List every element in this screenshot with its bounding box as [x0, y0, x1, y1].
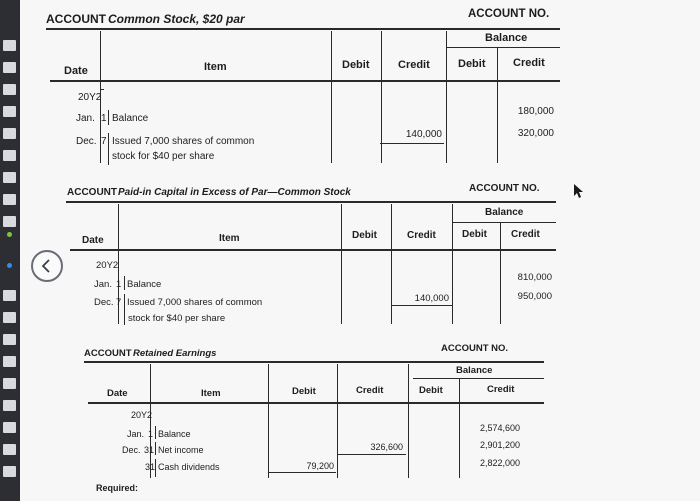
sidebar-thumb[interactable] — [3, 378, 16, 389]
col-divider — [391, 204, 392, 324]
row-credit: 140,000 — [405, 129, 442, 140]
column-header-rule — [70, 249, 556, 251]
sidebar-thumb[interactable] — [3, 84, 16, 95]
account-prefix: ACCOUNT — [46, 12, 106, 26]
col-date: Date — [107, 388, 128, 399]
account-name: Paid-in Capital in Excess of Par—Common Stock — [118, 187, 351, 198]
row-item: Balance — [127, 279, 162, 290]
row-month: Jan. — [76, 113, 95, 124]
row-item: Balance — [112, 113, 149, 124]
row-month: Jan. — [94, 279, 112, 290]
col-divider — [268, 364, 269, 478]
row-balance-credit: 2,822,000 — [479, 458, 520, 468]
row-day: 1 — [148, 429, 154, 439]
day-divider — [155, 442, 156, 455]
col-date: Date — [82, 235, 104, 246]
balance-rule — [452, 222, 556, 223]
header-rule — [66, 201, 556, 203]
amount-underline — [380, 143, 444, 144]
row-day: 31 — [145, 462, 156, 472]
balance-rule — [413, 378, 544, 379]
sidebar-thumb[interactable] — [3, 290, 16, 301]
account-no-label: ACCOUNT NO. — [469, 183, 540, 194]
col-balance-debit: Debit — [458, 58, 486, 70]
sidebar-thumb[interactable] — [3, 400, 16, 411]
row-month: Dec. — [122, 445, 141, 455]
back-button[interactable] — [31, 250, 63, 282]
row-balance-credit: 810,000 — [517, 272, 552, 283]
col-item: Item — [201, 388, 221, 399]
col-date: Date — [64, 65, 88, 77]
sidebar-thumb[interactable] — [3, 334, 16, 345]
row-balance-credit: 2,901,200 — [479, 440, 520, 450]
row-balance-credit: 320,000 — [517, 128, 554, 139]
blue-status-dot — [7, 263, 12, 268]
day-divider — [124, 294, 125, 325]
day-divider — [124, 276, 125, 290]
col-balance-credit: Credit — [487, 384, 515, 395]
col-balance-credit: Credit — [513, 57, 545, 69]
amount-underline — [268, 472, 336, 473]
col-item: Item — [219, 233, 240, 244]
col-balance-debit: Debit — [462, 229, 487, 240]
sidebar-thumb[interactable] — [3, 150, 16, 161]
col-credit: Credit — [398, 59, 430, 71]
account-prefix: ACCOUNT — [84, 348, 132, 359]
row-item-cont: stock for $40 per share — [112, 151, 215, 162]
row-item: Net income — [158, 445, 204, 455]
header-rule — [84, 361, 544, 363]
sidebar-strip — [0, 0, 20, 501]
row-balance-credit: 2,574,600 — [479, 423, 520, 433]
row-balance-credit: 950,000 — [517, 291, 552, 302]
sidebar-thumb[interactable] — [3, 356, 16, 367]
row-item: Cash dividends — [158, 462, 220, 472]
row-day: 1 — [116, 279, 122, 290]
year: 20Y2 — [96, 260, 119, 271]
day-divider — [155, 459, 156, 477]
sidebar-thumb[interactable] — [3, 444, 16, 455]
account-name: Common Stock, $20 par — [108, 12, 245, 26]
year: 20Y2 — [78, 92, 102, 103]
tick — [100, 89, 104, 90]
row-day: 7 — [101, 136, 107, 147]
col-balance-credit: Credit — [511, 229, 540, 240]
row-month: Dec. — [94, 297, 114, 308]
col-divider — [446, 31, 447, 163]
row-item: Balance — [158, 429, 191, 439]
col-credit: Credit — [356, 385, 384, 396]
row-item: Issued 7,000 shares of common — [112, 136, 255, 147]
day-divider — [155, 426, 156, 439]
sidebar-thumb[interactable] — [3, 312, 16, 323]
balance-label: Balance — [485, 32, 528, 44]
sidebar-thumb[interactable] — [3, 62, 16, 73]
balance-rule — [446, 47, 560, 48]
row-credit: 140,000 — [414, 293, 449, 304]
row-credit: 326,600 — [370, 442, 403, 452]
col-debit: Debit — [292, 386, 316, 397]
col-item: Item — [204, 61, 227, 73]
row-item-cont: stock for $40 per share — [128, 313, 226, 324]
amount-underline — [337, 454, 406, 455]
col-debit: Debit — [352, 230, 377, 241]
chevron-left-icon — [39, 258, 55, 274]
header-rule — [46, 28, 560, 30]
column-header-rule — [88, 402, 544, 404]
year: 20Y2 — [131, 410, 153, 420]
col-divider — [341, 204, 342, 324]
col-credit: Credit — [407, 230, 436, 241]
sidebar-thumb[interactable] — [3, 172, 16, 183]
col-divider — [337, 364, 338, 478]
sidebar-thumb[interactable] — [3, 194, 16, 205]
account-prefix: ACCOUNT — [67, 187, 117, 198]
row-day: 1 — [101, 113, 107, 124]
row-day: 7 — [116, 297, 122, 308]
account-no-label: ACCOUNT NO. — [441, 343, 509, 354]
day-divider — [108, 133, 109, 165]
required-label: Required: — [96, 483, 139, 493]
day-divider — [108, 110, 109, 125]
row-item: Issued 7,000 shares of common — [127, 297, 263, 308]
sidebar-thumb[interactable] — [3, 106, 16, 117]
col-debit: Debit — [342, 59, 370, 71]
row-debit: 79,200 — [306, 461, 334, 471]
col-divider — [331, 31, 332, 163]
row-day: 31 — [144, 445, 155, 455]
sidebar-thumb[interactable] — [3, 466, 16, 477]
sidebar-thumb[interactable] — [3, 216, 16, 227]
column-header-rule — [50, 80, 560, 82]
col-divider — [497, 48, 498, 163]
row-month: Jan. — [127, 429, 145, 439]
account-name: Retained Earnings — [133, 348, 217, 359]
row-balance-credit: 180,000 — [517, 106, 554, 117]
row-month: Dec. — [76, 136, 97, 147]
col-balance-debit: Debit — [419, 385, 443, 396]
account-no-label: ACCOUNT NO. — [468, 8, 550, 20]
balance-label: Balance — [485, 207, 524, 218]
sidebar-thumb[interactable] — [3, 40, 16, 51]
mouse-pointer-icon — [574, 184, 584, 198]
sidebar-thumb[interactable] — [3, 128, 16, 139]
col-divider — [452, 204, 453, 324]
green-status-dot — [7, 232, 12, 237]
balance-label: Balance — [456, 365, 493, 376]
col-divider — [408, 364, 409, 478]
amount-underline — [391, 305, 452, 306]
sidebar-thumb[interactable] — [3, 422, 16, 433]
